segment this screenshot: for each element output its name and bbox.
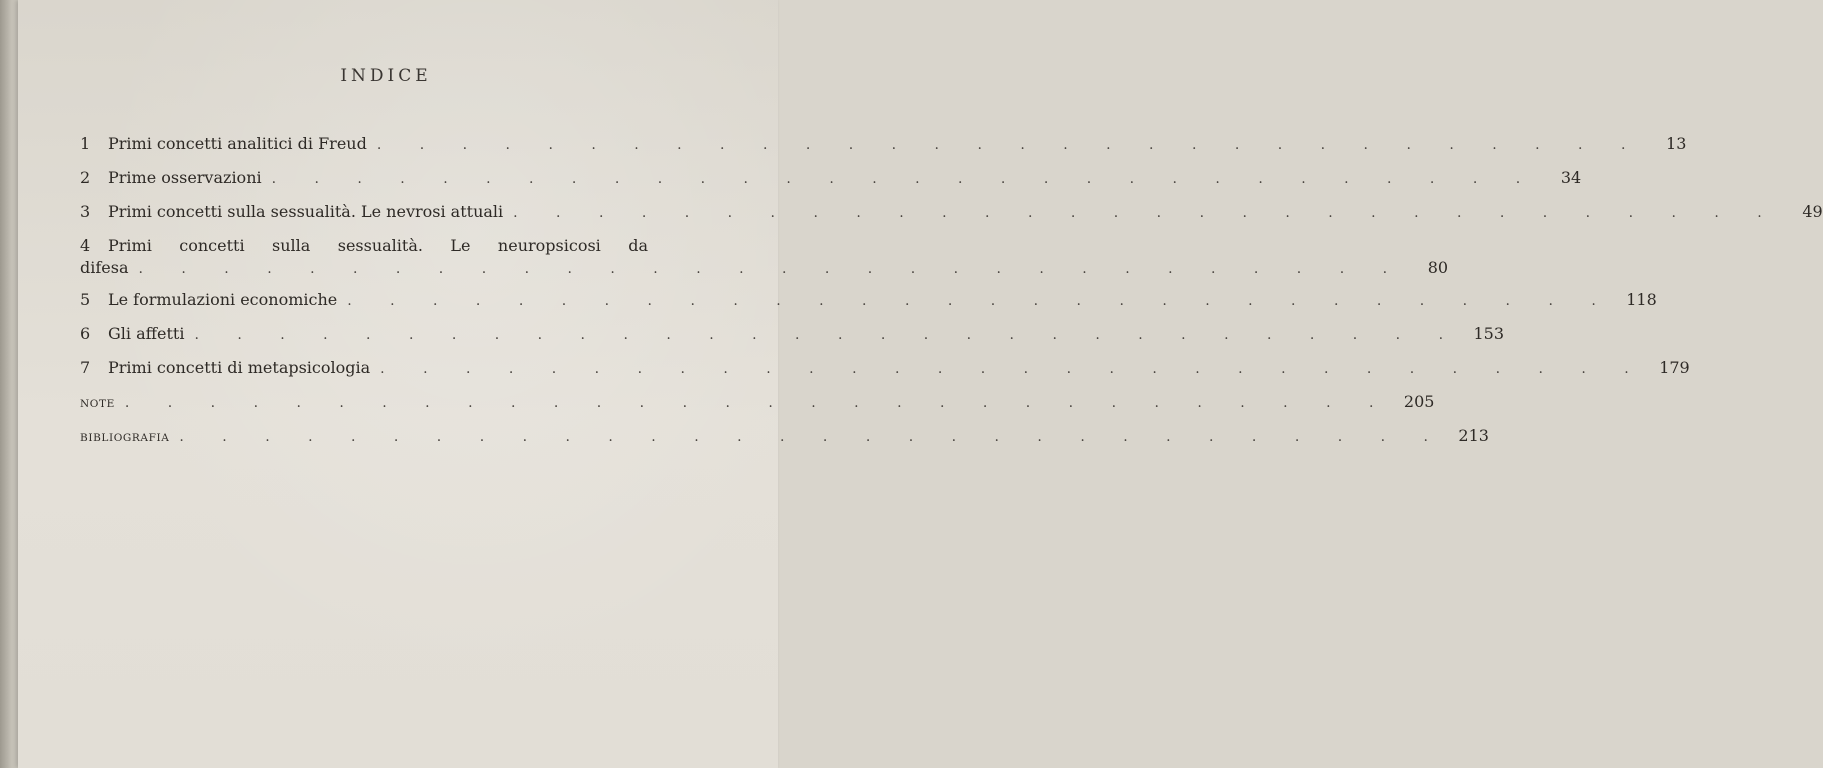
dot-leader: . . . . . . . . . . . . . . . . . . . . . . . . . . . . . . xyxy=(347,293,1613,309)
dot-leader: . . . . . . . . . . . . . . . . . . . . . . . . . . . . . . xyxy=(271,171,1538,187)
toc-entry-1 xyxy=(80,134,1687,158)
entry-number: 6 xyxy=(80,324,91,343)
dot-leader: . . . . . . . . . . . . . . . . . . . . . . . . . . . . . . xyxy=(138,261,1405,277)
entry-page: 205 xyxy=(1403,392,1435,411)
entry-page: 118 xyxy=(1626,290,1657,309)
entry-page: 179 xyxy=(1659,358,1690,377)
toc-entry-5 xyxy=(80,290,1657,314)
toc-entry-4-line-2 xyxy=(80,258,1449,282)
toc-entry-note xyxy=(80,392,1435,416)
entry-number: 7 xyxy=(80,358,91,377)
toc-entry-3 xyxy=(80,202,1823,226)
entry-label: Le formulazioni economiche xyxy=(108,290,338,309)
entry-label: Gli affetti xyxy=(108,324,185,343)
entry-label: BIBLIOGRAFIA xyxy=(80,432,170,444)
dot-leader: . . . . . . . . . . . . . . . . . . . . . . . . . . . . . . xyxy=(124,395,1391,411)
dot-leader: . . . . . . . . . . . . . . . . . . . . . . . . . . . . . . xyxy=(179,429,1445,445)
entry-number: 2 xyxy=(80,168,91,187)
entry-number: 1 xyxy=(80,134,91,153)
entry-number: 4 xyxy=(80,236,91,255)
entry-page: 80 xyxy=(1427,258,1449,277)
toc-entry-6 xyxy=(80,324,1505,348)
entry-page: 153 xyxy=(1473,324,1505,343)
entry-label: Primi concetti di metapsicologia xyxy=(108,358,371,377)
entry-label: Primi concetti sulla sessualità. Le nevrosi attuali xyxy=(108,202,504,221)
dot-leader: . . . . . . . . . . . . . . . . . . . . . . . . . . . . . . xyxy=(513,205,1779,221)
entry-label: Prime osservazioni xyxy=(108,168,262,187)
entry-page: 213 xyxy=(1458,426,1489,445)
entry-label: Primi concetti analitici di Freud xyxy=(108,134,367,153)
entry-label-line-1: Primi concetti sulla sessualità. Le neuropsicosi da xyxy=(108,236,648,255)
toc-entry-bibliografia xyxy=(80,426,1489,450)
entry-page: 49 xyxy=(1802,202,1823,221)
entry-label: NOTE xyxy=(80,398,115,410)
entry-page: 13 xyxy=(1666,134,1687,153)
entry-page: 34 xyxy=(1560,168,1582,187)
toc-entry-4-line-1 xyxy=(80,236,680,260)
entry-number: 3 xyxy=(80,202,91,221)
book-page xyxy=(18,0,1823,768)
entry-number: 5 xyxy=(80,290,91,309)
dot-leader: . . . . . . . . . . . . . . . . . . . . . . . . . . . . . . xyxy=(380,361,1646,377)
page-title: INDICE xyxy=(340,66,432,86)
dot-leader: . . . . . . . . . . . . . . . . . . . . . . . . . . . . . . xyxy=(376,137,1643,153)
toc-entry-7 xyxy=(80,358,1690,382)
dot-leader: . . . . . . . . . . . . . . . . . . . . . . . . . . . . . . xyxy=(194,327,1461,343)
entry-label-line-2: difesa xyxy=(80,258,129,277)
toc-entry-2 xyxy=(80,168,1582,192)
